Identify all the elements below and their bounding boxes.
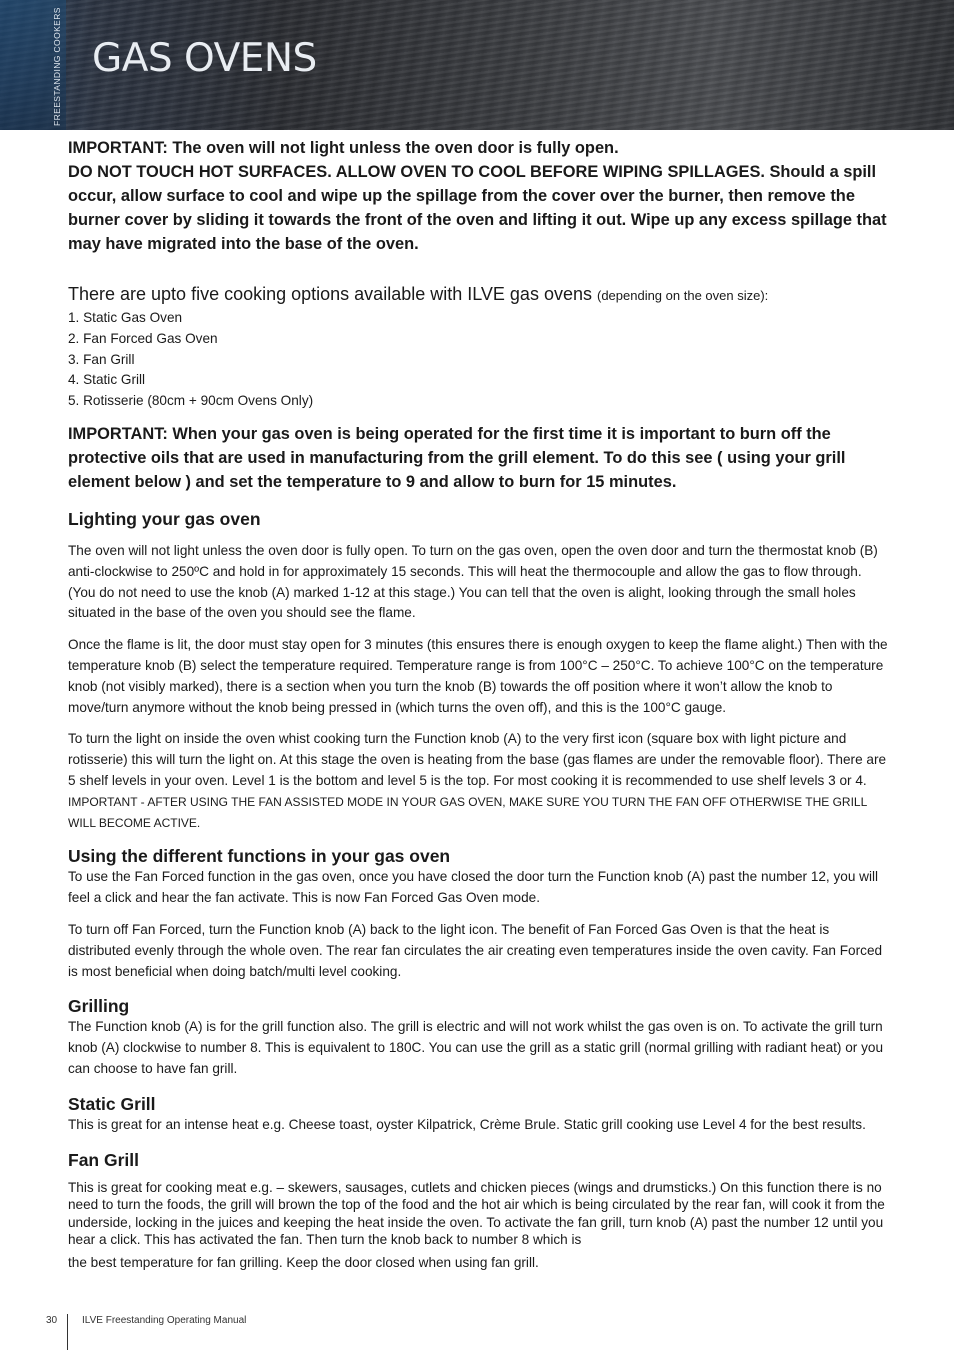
functions-paragraph-2: To turn off Fan Forced, turn the Function knob (A) back to the light icon. The benefit of Fan Forced Gas Oven is that the heat is distributed evenly through the whole oven. The rear fan circulates the air creating even temperatures inside the oven cavity. Fan Forced is most beneficial when doing batch/multi level cooking. <box>68 921 883 979</box>
lighting-paragraph-3-text: To turn the light on inside the oven whist cooking turn the Function knob (A) to the very first icon (square box with light picture and rotisserie) this will turn the light on. At this stage the oven is heating from the base (gas flames are under the removable floor). There are 5 shelf levels in your oven. Level 1 is the bottom and level 5 is the top. For most cooking it is recommended to use shelf levels 3 or 4. <box>68 731 887 788</box>
important-hot-surfaces-notice: DO NOT TOUCH HOT SURFACES. ALLOW OVEN TO COOL BEFORE WIPING SPILLAGES. Should a spill occur, allow surface to cool and wipe up the spillage from the cover over the burner, then remove the burner cover by sliding it towards the front of the oven and lifting it out. Wipe up any excess spillage that may have migrated into the base of the oven. <box>68 163 887 253</box>
important-door-notice: IMPORTANT: The oven will not light unless the oven door is fully open. <box>68 139 619 157</box>
static-grill-paragraph: This is great for an intense heat e.g. Cheese toast, oyster Kilpatrick, Crème Brule. Static grill cooking use Level 4 for the best results. <box>68 1116 866 1132</box>
grilling-heading: Grilling <box>68 996 130 1017</box>
fan-off-warning: IMPORTANT - AFTER USING THE FAN ASSISTED MODE IN YOUR GAS OVEN, MAKE SURE YOU TURN THE FAN OFF OTHERWISE THE GRILL WILL BECOME ACTIVE. <box>68 794 867 830</box>
section-label: FREESTANDING COOKERS <box>52 7 62 126</box>
page-number: 30 <box>46 1315 58 1326</box>
functions-heading: Using the different functions in your gas oven <box>68 846 451 867</box>
fan-grill-heading: Fan Grill <box>68 1149 139 1170</box>
main-content <box>68 136 888 1273</box>
cooking-options-list <box>68 308 888 412</box>
lighting-paragraph-2: Once the flame is lit, the door must stay open for 3 minutes (this ensures there is enough oxygen to keep the flame alight.) Then with the temperature knob (B) select the temperature required. Temperature range is from 100°C – 250°C. To achieve 100°C on the temperature knob (not visibly marked), there is a section when you turn the knob (B) towards the off position where it won’t allow the knob to move/turn anymore without the knob being pressed in (which turns the oven off), and this is the 100°C gauge. <box>68 637 888 715</box>
intro-main-text: There are upto five cooking options available with ILVE gas ovens <box>68 284 597 304</box>
cooking-options-intro <box>68 282 888 308</box>
functions-paragraph-1: To use the Fan Forced function in the gas oven, once you have closed the door turn the Function knob (A) past the number 12, you will feel a click and hear the fan activate. This is now Fan Forced Gas Oven mode. <box>68 869 879 906</box>
list-item: 3. Fan Grill <box>68 351 135 367</box>
lighting-paragraph-3 <box>68 729 888 833</box>
list-item: 1. Static Gas Oven <box>68 310 183 325</box>
manual-title: ILVE Freestanding Operating Manual <box>82 1315 247 1326</box>
fan-grill-paragraph-2: the best temperature for fan grilling. Keep the door closed when using fan grill. <box>68 1254 539 1270</box>
page-title: GAS OVENS <box>92 36 317 81</box>
static-grill-heading: Static Grill <box>68 1093 156 1114</box>
list-item: 4. Static Grill <box>68 372 146 388</box>
grilling-paragraph: The Function knob (A) is for the grill function also. The grill is electric and will not work whilst the gas oven is on. To activate the grill turn knob (A) clockwise to number 8. This is equivalent to 180C. You can use the grill as a static grill (normal grilling with radiant heat) or you can choose to have fan grill. <box>68 1019 884 1076</box>
lighting-paragraph-1: The oven will not light unless the oven door is fully open. To turn on the gas oven, open the oven door and turn the thermostat knob (B) anti-clockwise to 250ºC and hold in for approximately 15 seconds. This will heat the thermocouple and allow the gas to flow through. (You do not need to use the knob (A) marked 1-12 at this stage.) You can tell that the oven is alight, looking through the small holes situated in the base of the oven you should see the flame. <box>68 542 878 621</box>
header-banner <box>0 0 954 130</box>
fan-grill-paragraph-1: This is great for cooking meat e.g. – skewers, sausages, cutlets and chicken pieces (wings and drumsticks.) On this function there is no need to turn the foods, the grill will brown the top of the food and the hot air which is being circulated by the rear fan, will cook it from the underside, locking in the juices and keeping the heat inside the oven. To activate the fan grill, turn knob (A) past the number 12 until you hear a click. This has activated the fan. Then turn the knob back to number 8 which is <box>68 1179 885 1248</box>
important-burn-off-notice: IMPORTANT: When your gas oven is being operated for the first time it is important to burn off the protective oils that are used in manufacturing from the grill element. To do this see ( using your grill element below ) and set the temperature to 9 and allow to burn for 15 minutes. <box>68 424 846 491</box>
list-item: 2. Fan Forced Gas Oven <box>68 330 218 346</box>
list-item: 5. Rotisserie (80cm + 90cm Ovens Only) <box>68 393 314 409</box>
lighting-heading: Lighting your gas oven <box>68 508 261 529</box>
intro-note: (depending on the oven size): <box>596 288 769 303</box>
footer-divider <box>67 1314 68 1350</box>
